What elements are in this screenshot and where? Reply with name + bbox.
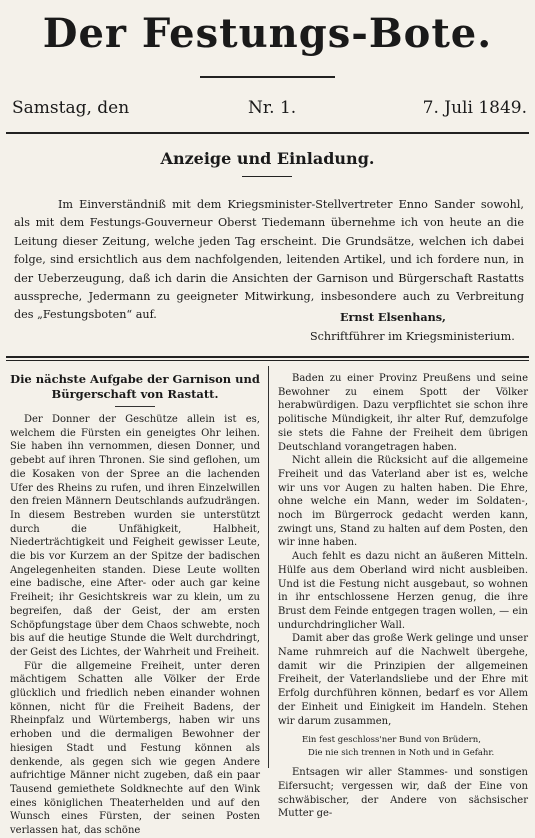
- article-paragraph: Entsagen wir aller Stammes- und sonstigen Eifersucht; vergessen wir, daß der Eine von schwäbischer, der Andere von sächsischer Mutter ge-: [278, 767, 528, 820]
- verse-line: Ein fest geschloss'ner Bund von Brüdern,: [302, 735, 481, 746]
- article-paragraph: Für die allgemeine Freiheit, unter deren mächtigem Schatten alle Völker der Erde glücklich und friedlich neben einander wohnen können, nicht für die Freiheit Badens, der Rheinpfalz und Würtembergs, haben wir uns erhoben und die dermaligen Bewohner der hiesigen Stadt und Festung können als denkende, als gegen sich wie gegen Andere aufrichtige Männer nicht zugeben, daß ein paar Tausend gemiethete Soldknechte auf den Wink eines königlichen Theaterhelden und auf den Wunsch eines Fürsten, der seinen Posten verlassen hat, das schöne: [10, 660, 260, 837]
- masthead-title: Der Festungs-Bote.: [42, 10, 493, 57]
- article-column-left: [10, 372, 260, 837]
- article-paragraph: Der Donner der Geschütze allein ist es, welchem die Fürsten ein geneigtes Ohr leihen. Sie haben ihn vernommen, diesen Donner, und gebebt auf ihren Thronen. Sie sind geflohen, um die Kosaken von der Spree an die lachenden Ufer des Rheins zu rufen, und ihren Einzelwillen den freien Männern Deutschlands aufzudrängen. In diesem Bestreben wurden sie unterstützt durch die Unfähigkeit, Halbheit, Niederträchtigkeit und Feigheit gewisser Leute, die bis vor Kurzem an der Spitze der badischen Angelegenheiten standen. Diese Leute wollten eine badische, eine After- oder auch gar keine Freiheit; ihr Gesichtskreis war zu klein, um zu begreifen, daß der Geist, der am ersten Schöpfungstage über dem Chaos schwebte, noch bis auf die heutige Stunde die Welt durchdringt, der Geist des Lichtes, der Wahrheit und Freiheit.: [10, 414, 260, 658]
- signature: [310, 308, 525, 346]
- masthead-rule: [200, 76, 335, 78]
- announcement-body: [14, 196, 524, 325]
- announcement-text: Im Einverständniß mit dem Kriegsminister-Stellvertreter Enno Sander sowohl, als mit dem Festungs-Gouverneur Oberst Tiedemann übernehme ich von heute an die Leitung dieser Zeitung, welche jeden Tag erscheint. Die Grundsätze, welchen ich dabei folge, sind ersichtlich aus dem nachfolgenden, leitenden Artikel, und ich fordere nun, in der Ueberzeugung, daß ich darin die Ansichten der Garnison und Bürgerschaft Rastatts ausspreche, Jedermann zu geeigneter Mitwirkung, insbesondere auch zu Verbreitung des „Festungsboten“ auf.: [14, 198, 524, 322]
- header-rule: [6, 132, 529, 134]
- article-title-rule: [115, 406, 155, 407]
- article-column-right: [278, 372, 528, 820]
- announcement-title-rule: [242, 176, 292, 177]
- verse-quote: [278, 734, 528, 760]
- signature-role: Schriftführer im Kriegsministerium.: [310, 330, 515, 343]
- column-divider: [268, 366, 269, 768]
- article-title: Die nächste Aufgabe der Garnison und Bürgerschaft von Rastatt.: [10, 372, 260, 401]
- section-rule-top: [6, 356, 529, 358]
- article-paragraph: Baden zu einer Provinz Preußens und seine Bewohner zu einem Spott der Völker herabwürdigen. Dazu verpflichtet sie schon ihre politische Mündigkeit, ihr alter Ruf, demzufolge sie stets die Fahne der Freiheit dem übrigen Deutschland vorangetragen haben.: [278, 373, 528, 453]
- article-paragraph: Auch fehlt es dazu nicht an äußeren Mitteln. Hülfe aus dem Oberland wird nicht ausbleiben. Und ist die Festung nicht ausgebaut, so wohnen in ihr entschlossene Herzen genug, die ihre Brust dem Feinde entgegen tragen wollen, — ein undurchdringlicher Wall.: [278, 551, 528, 631]
- article-paragraph: Damit aber das große Werk gelinge und unser Name ruhmreich auf die Nachwelt übergehe, damit wir die Prinzipien der allgemeinen Freiheit, der Vaterlandsliebe und der Ehre mit Erfolg durchführen können, bedarf es vor Allem der Einheit und Einigkeit im Handeln. Stehen wir darum zusammen,: [278, 633, 528, 727]
- announcement-title: Anzeige und Einladung.: [160, 149, 375, 168]
- signature-name: Ernst Elsenhans,: [340, 310, 446, 324]
- issue-number: Nr. 1.: [248, 98, 297, 118]
- article-paragraph: Nicht allein die Rücksicht auf die allgemeine Freiheit und das Vaterland aber ist es, welche wir uns vor Augen zu halten haben. Die Ehre, ohne welche ein Mann, weder im Soldaten-, noch im Bürgerrock gedacht werden kann, zwingt uns, Stand zu halten auf dem Posten, den wir inne haben.: [278, 455, 528, 549]
- issue-date: 7. Juli 1849.: [422, 98, 527, 118]
- verse-line: Die nie sich trennen in Noth und in Gefahr.: [308, 748, 495, 759]
- dateline-day: Samstag, den: [12, 98, 130, 118]
- section-rule-bottom: [6, 360, 529, 361]
- dateline: [12, 96, 527, 120]
